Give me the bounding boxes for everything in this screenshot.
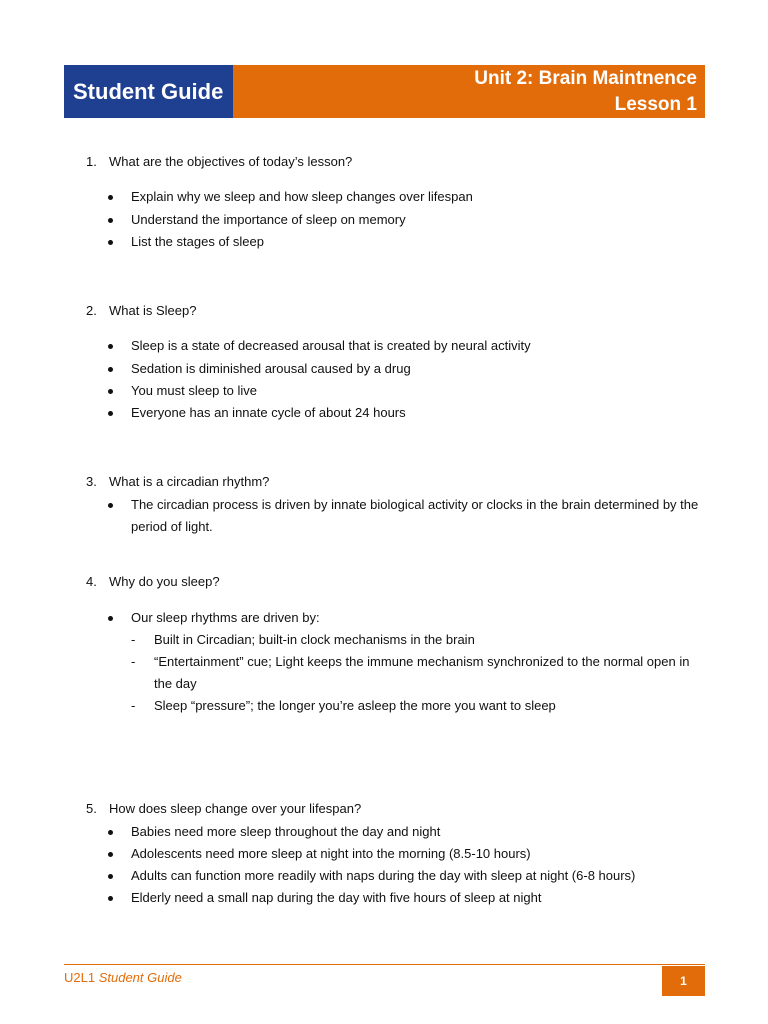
page-number: 1 [662, 966, 705, 996]
bullet-icon [108, 411, 113, 416]
bullet-icon [108, 503, 113, 508]
bullet-text: Adolescents need more sleep at night into the morning (8.5-10 hours) [131, 846, 531, 861]
question-text: What are the objectives of today’s lesson? [109, 154, 353, 169]
bullet-text: Understand the importance of sleep on memory [131, 212, 406, 227]
bullet-text: Elderly need a small nap during the day with five hours of sleep at night [131, 890, 542, 905]
bullet-icon [108, 616, 113, 621]
header-title: Student Guide [64, 65, 233, 118]
bullet-icon [108, 389, 113, 394]
bullet-icon [108, 830, 113, 835]
question-4 [86, 571, 220, 593]
question-number: 3. [86, 474, 97, 489]
dash-icon: - [131, 698, 136, 713]
sub-item-text: Sleep “pressure”; the longer you’re asleep the more you want to sleep [154, 698, 556, 713]
bullet-icon [108, 344, 113, 349]
question-number: 5. [86, 801, 97, 816]
bullet-icon [108, 240, 113, 245]
question-5 [86, 798, 361, 820]
question-text: What is Sleep? [109, 303, 197, 318]
footer-code: U2L1 [64, 970, 96, 985]
bullet-icon [108, 852, 113, 857]
question-number: 2. [86, 303, 97, 318]
bullet-text: Explain why we sleep and how sleep changes over lifespan [131, 189, 473, 204]
dash-icon: - [131, 632, 136, 647]
question-text: Why do you sleep? [109, 574, 220, 589]
question-text: What is a circadian rhythm? [109, 474, 270, 489]
bullet-text: List the stages of sleep [131, 234, 264, 249]
bullet-text: Everyone has an innate cycle of about 24 hours [131, 405, 406, 420]
sub-item-text: “Entertainment” cue; Light keeps the immune mechanism synchronized to the normal open in the day [154, 654, 690, 691]
bullet-text: You must sleep to live [131, 383, 257, 398]
unit-title: Unit 2: Brain Maintnence [474, 68, 697, 89]
bullet-text: Babies need more sleep throughout the day and night [131, 824, 441, 839]
bullet-text: Sleep is a state of decreased arousal that is created by neural activity [131, 338, 531, 353]
bullet-text: Our sleep rhythms are driven by: [131, 610, 320, 625]
bullet-icon [108, 896, 113, 901]
dash-icon: - [131, 654, 136, 669]
bullet-icon [108, 195, 113, 200]
page-header [64, 65, 705, 118]
footer-title: Student Guide [98, 970, 182, 985]
question-2 [86, 300, 196, 322]
footer-divider [64, 964, 705, 965]
bullet-text: The circadian process is driven by innate biological activity or clocks in the brain determined by the period of light. [131, 497, 699, 534]
bullet-text: Adults can function more readily with naps during the day with sleep at night (6-8 hours) [131, 868, 636, 883]
question-number: 4. [86, 574, 97, 589]
header-unit-lesson [233, 65, 705, 118]
bullet-text: Sedation is diminished arousal caused by a drug [131, 361, 411, 376]
question-1 [86, 151, 352, 173]
bullet-icon [108, 367, 113, 372]
question-3 [86, 471, 269, 493]
question-number: 1. [86, 154, 97, 169]
question-text: How does sleep change over your lifespan? [109, 801, 362, 816]
footer-label [64, 970, 182, 985]
bullet-icon [108, 874, 113, 879]
lesson-title: Lesson 1 [614, 94, 697, 115]
bullet-icon [108, 218, 113, 223]
sub-item-text: Built in Circadian; built-in clock mechanisms in the brain [154, 632, 475, 647]
